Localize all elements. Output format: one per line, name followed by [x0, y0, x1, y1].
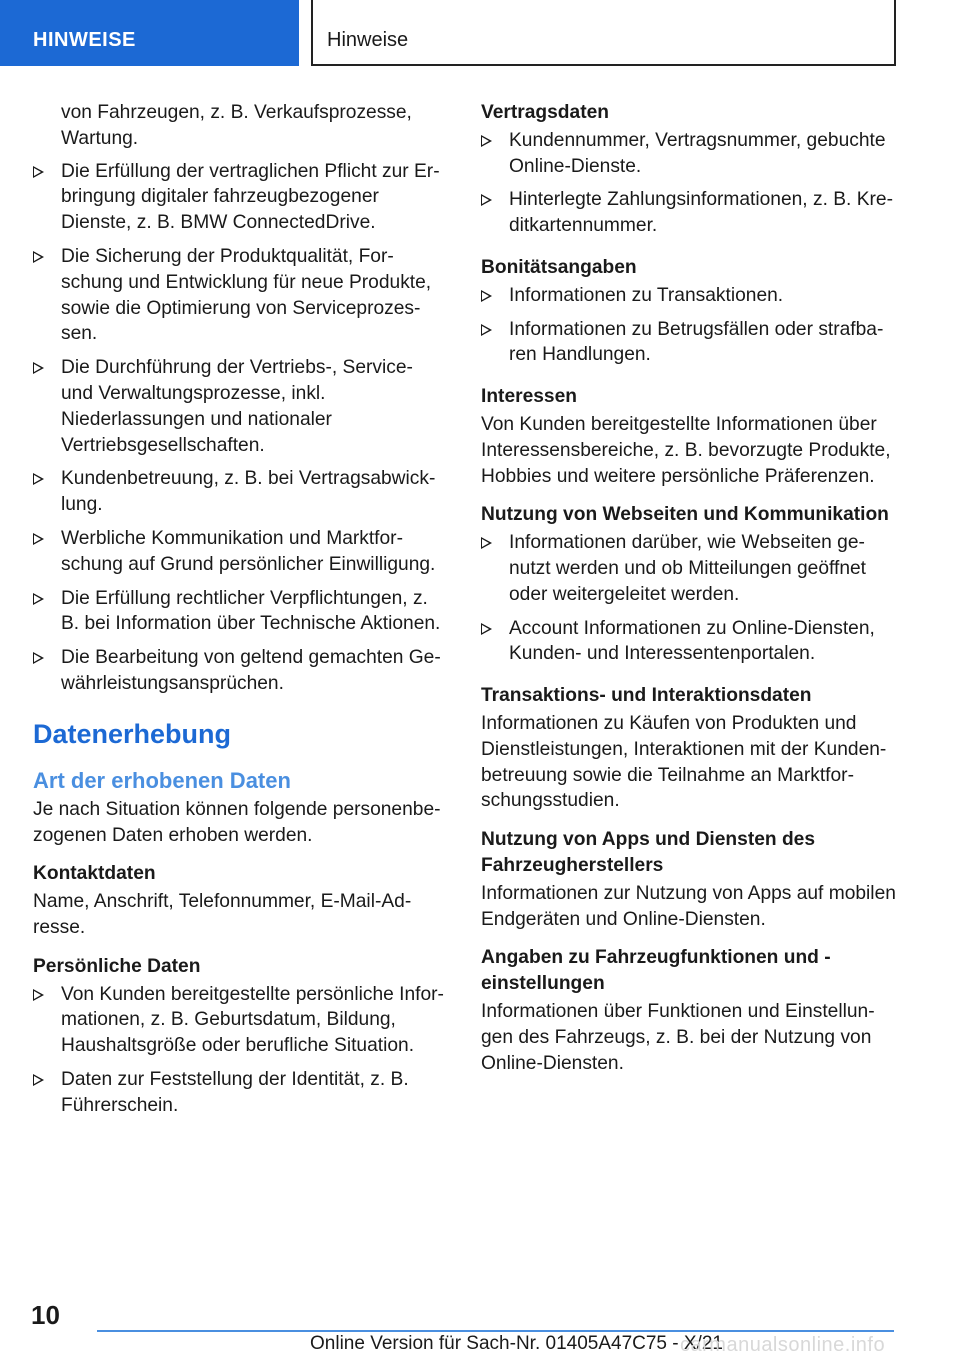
- list-item: Daten zur Feststellung der Identität, z. B. Führerschein.: [33, 1067, 447, 1119]
- subheading-bonitaetsangaben: Bonitätsangaben: [481, 256, 637, 278]
- triangle-bullet-icon: [481, 194, 492, 206]
- subheading-persoenliche-daten: Persönliche Daten: [33, 955, 201, 977]
- section-heading: Datenerhebung: [33, 718, 232, 749]
- list-item: Hinterlegte Zahlungsinformationen, z. B. Kreditkartennummer.: [481, 187, 896, 239]
- triangle-bullet-icon: [481, 623, 492, 635]
- list-item: Kundennummer, Vertragsnummer, gebuchte Online-Dienste.: [481, 128, 896, 180]
- triangle-bullet-icon: [33, 593, 44, 605]
- left-column: [33, 100, 447, 1127]
- list-item: Kundenbetreuung, z. B. bei Vertragsabwicklung.: [33, 466, 447, 518]
- subheading-kontaktdaten: Kontaktdaten: [33, 863, 156, 885]
- subheading-interessen: Interessen: [481, 386, 577, 408]
- section-tab: HINWEISE: [0, 0, 299, 66]
- list-item: Account Informationen zu Online-Diensten, Kunden- und Interessentenportalen.: [481, 616, 896, 668]
- triangle-bullet-icon: [33, 533, 44, 545]
- triangle-bullet-icon: [33, 362, 44, 374]
- paragraph: Name, Anschrift, Telefonnummer, E-Mail-Adresse.: [33, 891, 412, 938]
- list-item: Informationen darüber, wie Webseiten genutzt werden und ob Mitteilungen geöffnet oder weitergeleitet werden.: [481, 530, 896, 607]
- paragraph: Informationen zu Käufen von Produkten und Dienstleistungen, Interaktionen mit der Kundenbetreuung sowie die Teilnahme an Marktforschungsstudien.: [481, 712, 887, 812]
- triangle-bullet-icon: [481, 290, 492, 302]
- triangle-bullet-icon: [33, 166, 44, 178]
- watermark: carmanualsonline.info: [680, 1334, 886, 1356]
- subheading-apps: Nutzung von Apps und Diensten des Fahrzeugherstellers: [481, 829, 816, 876]
- paragraph: Informationen zur Nutzung von Apps auf mobilen Endgeräten und Online-Diensten.: [481, 882, 896, 930]
- subheading-vertragsdaten: Vertragsdaten: [481, 102, 609, 123]
- triangle-bullet-icon: [33, 473, 44, 485]
- list-item: Die Bearbeitung von geltend gemachten Gewährleistungsansprüchen.: [33, 645, 447, 697]
- triangle-bullet-icon: [481, 537, 492, 549]
- triangle-bullet-icon: [33, 652, 44, 664]
- list-item: Von Kunden bereitgestellte persönliche Informationen, z. B. Geburtsdatum, Bildung, Haushaltsgröße oder berufliche Situation.: [33, 982, 447, 1059]
- list-item: Die Erfüllung der vertraglichen Pflicht zur Erbringung digitaler fahrzeugbezogener Dienste, z. B. BMW ConnectedDrive.: [33, 159, 447, 236]
- subsection-heading: Art der erhobenen Daten: [33, 767, 291, 793]
- list-item: Werbliche Kommunikation und Marktforschung auf Grund persönlicher Einwilligung.: [33, 526, 447, 578]
- intro-continuation: von Fahrzeugen, z. B. Verkaufsprozesse, Wartung.: [61, 102, 412, 149]
- online-version-note: Online Version für Sach-Nr. 01405A47C75 - X/21: [310, 1333, 723, 1354]
- list-item: Informationen zu Betrugsfällen oder strafbaren Handlungen.: [481, 317, 896, 369]
- paragraph: Je nach Situation können folgende personenbezogenen Daten erhoben werden.: [33, 798, 441, 846]
- page-number: 10: [31, 1300, 60, 1330]
- page-title: Hinweise: [311, 0, 896, 66]
- list-item: Die Sicherung der Produktqualität, Forschung und Entwicklung für neue Produkte, sowie die Optimierung von Serviceprozessen.: [33, 244, 447, 347]
- list-item: Die Durchführung der Vertriebs-, Service- und Verwaltungsprozesse, inkl. Niederlassungen und nationaler Vertriebsgesellschaften.: [33, 355, 447, 458]
- triangle-bullet-icon: [481, 135, 492, 147]
- subheading-webseiten: Nutzung von Webseiten und Kommunikation: [481, 504, 889, 526]
- footer-divider: [97, 1330, 894, 1332]
- paragraph: Von Kunden bereitgestellte Informationen über Interessensbereiche, z. B. bevorzugte Produkte, Hobbies und weitere persönliche Präferenzen.: [481, 413, 891, 487]
- triangle-bullet-icon: [33, 1074, 44, 1086]
- list-item: Die Erfüllung rechtlicher Verpflichtungen, z. B. bei Information über Technische Aktionen.: [33, 586, 447, 638]
- paragraph: Informationen über Funktionen und Einstellungen des Fahrzeugs, z. B. bei der Nutzung von Online-Diensten.: [481, 1000, 875, 1074]
- triangle-bullet-icon: [481, 324, 492, 336]
- subheading-transaktionsdaten: Transaktions- und Interaktionsdaten: [481, 685, 812, 707]
- subheading-fahrzeugfunktionen: Angaben zu Fahrzeugfunktionen und -einstellungen: [481, 947, 831, 995]
- list-item: Informationen zu Transaktionen.: [481, 283, 896, 309]
- triangle-bullet-icon: [33, 989, 44, 1001]
- triangle-bullet-icon: [33, 251, 44, 263]
- right-column: [481, 100, 896, 1089]
